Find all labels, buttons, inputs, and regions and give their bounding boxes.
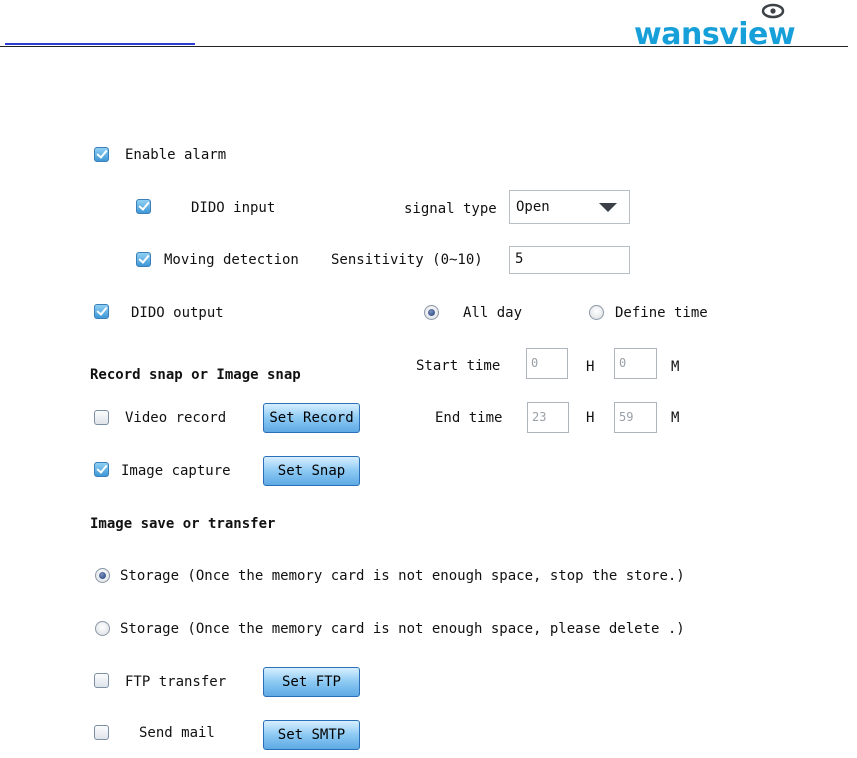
define-time-label: Define time [615, 305, 708, 321]
define-time-radio[interactable] [589, 305, 604, 320]
start-time-label: Start time [416, 358, 501, 374]
logo-text: wansview [634, 17, 796, 48]
send-mail-label: Send mail [139, 725, 215, 741]
all-day-label: All day [463, 305, 523, 321]
end-time-label: End time [435, 410, 503, 426]
start-hour-unit: H [586, 359, 595, 375]
set-ftp-button[interactable]: Set FTP [263, 667, 360, 697]
set-smtp-button[interactable]: Set SMTP [263, 720, 360, 750]
video-record-label: Video record [125, 410, 227, 426]
sensitivity-label: Sensitivity (0~10) [331, 252, 483, 268]
dido-input-checkbox[interactable] [136, 199, 151, 214]
enable-alarm-label: Enable alarm [125, 147, 227, 163]
all-day-radio[interactable] [424, 305, 439, 320]
send-mail-checkbox[interactable] [94, 725, 109, 740]
image-capture-label: Image capture [121, 463, 231, 479]
storage-stop-label: Storage (Once the memory card is not enough space, stop the store.) [120, 568, 685, 584]
record-snap-heading: Record snap or Image snap [90, 367, 301, 383]
start-minute-input[interactable]: 0 [614, 348, 657, 379]
storage-delete-label: Storage (Once the memory card is not enough space, please delete .) [120, 621, 685, 637]
start-minute-unit: M [671, 359, 680, 375]
moving-detection-label: Moving detection [164, 252, 299, 268]
ftp-transfer-label: FTP transfer [125, 674, 227, 690]
video-record-checkbox[interactable] [94, 410, 109, 425]
signal-type-label: signal type [404, 201, 497, 217]
ftp-transfer-checkbox[interactable] [94, 673, 109, 688]
storage-delete-radio[interactable] [95, 621, 110, 636]
start-hour-input[interactable]: 0 [526, 348, 568, 379]
signal-type-value: Open [516, 199, 550, 215]
end-hour-input[interactable]: 23 [527, 402, 569, 433]
header-link-underline[interactable] [5, 43, 195, 45]
image-save-heading: Image save or transfer [90, 516, 276, 532]
image-capture-checkbox[interactable] [94, 462, 109, 477]
end-hour-unit: H [586, 410, 595, 426]
storage-stop-radio[interactable] [95, 568, 110, 583]
enable-alarm-checkbox[interactable] [94, 147, 109, 162]
moving-detection-checkbox[interactable] [136, 252, 151, 267]
sensitivity-input[interactable]: 5 [509, 246, 630, 274]
end-minute-input[interactable]: 59 [614, 402, 657, 433]
set-record-button[interactable]: Set Record [263, 403, 360, 433]
end-minute-unit: M [671, 410, 680, 426]
dido-input-label: DIDO input [191, 200, 276, 216]
dido-output-label: DIDO output [131, 305, 224, 321]
chevron-down-icon [599, 203, 617, 212]
dido-output-checkbox[interactable] [94, 304, 109, 319]
set-snap-button[interactable]: Set Snap [263, 456, 360, 486]
wansview-logo [632, 0, 852, 48]
signal-type-select[interactable] [509, 190, 630, 224]
